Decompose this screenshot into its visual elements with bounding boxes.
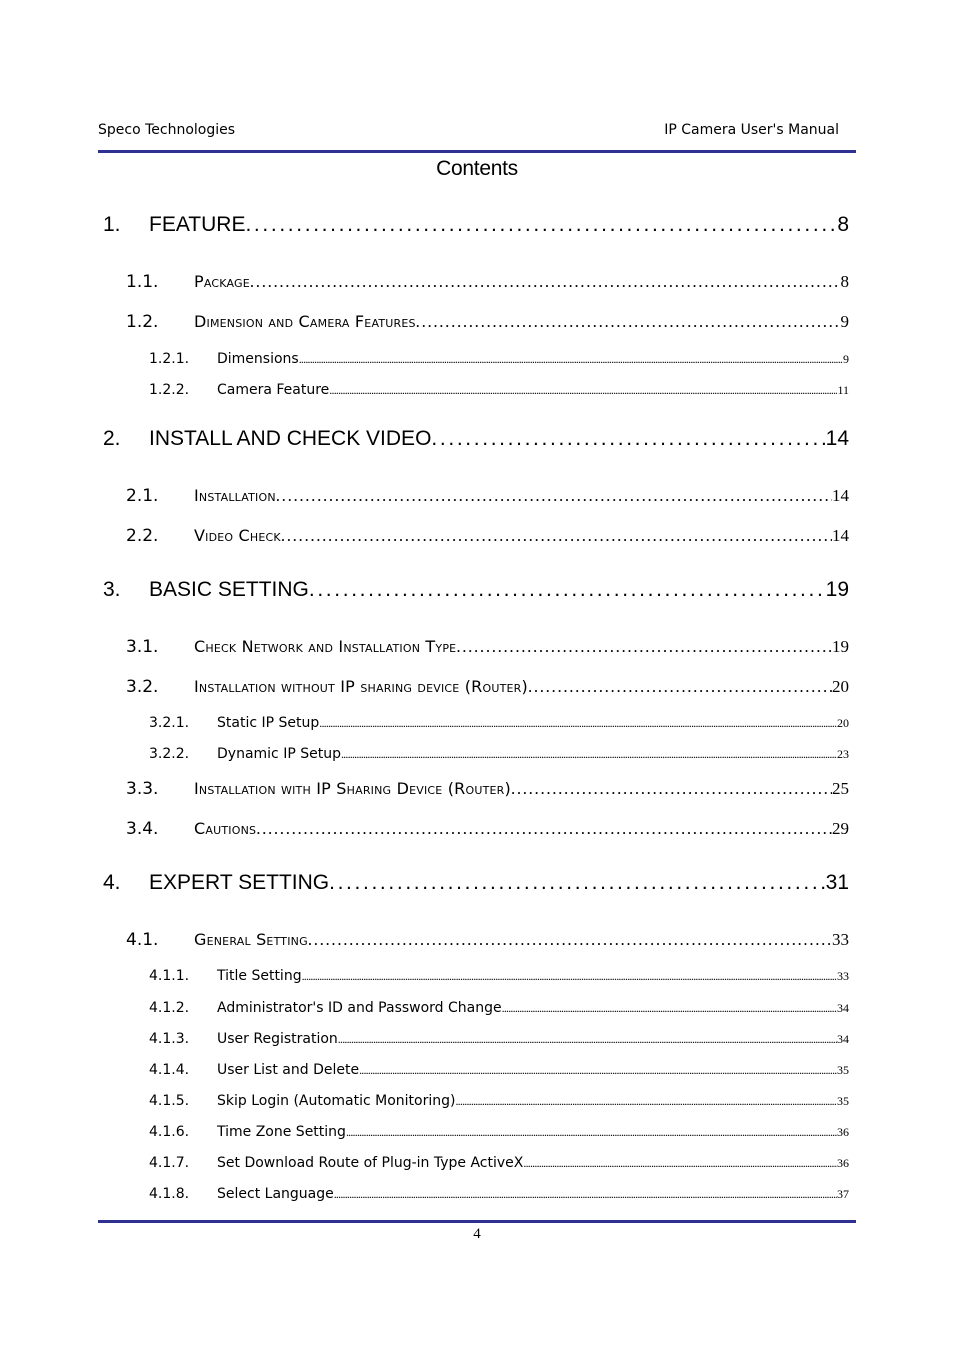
toc-leader-dots xyxy=(302,969,837,984)
toc-entry-title: Video Check xyxy=(194,526,281,545)
toc-entry-number: 2.2. xyxy=(126,526,159,546)
toc-entry-number: 3.2. xyxy=(126,677,159,697)
toc-entry-page: 14 xyxy=(832,526,849,545)
toc-entry-number: 3.2.1. xyxy=(149,715,190,731)
toc-entry-number: 2.1. xyxy=(126,486,159,506)
toc-entry-title: Select Language xyxy=(217,1186,334,1202)
toc-entry-title: Static IP Setup xyxy=(217,715,320,731)
toc-entry-page: 14 xyxy=(832,486,849,505)
toc-entry-level-3[interactable] xyxy=(149,715,849,731)
toc-entry-level-2[interactable] xyxy=(126,272,849,292)
toc-entry-number: 1.2.1. xyxy=(149,351,190,367)
toc-entry-page: 20 xyxy=(832,677,849,696)
toc-leader-dots xyxy=(329,871,826,895)
toc-entry-number: 3. xyxy=(103,578,121,601)
toc-entry-level-3[interactable] xyxy=(149,1124,849,1140)
toc-entry-page: 37 xyxy=(837,1187,849,1201)
toc-entry-level-3[interactable] xyxy=(149,382,849,398)
toc-leader-dots xyxy=(341,747,837,762)
toc-entry-page: 11 xyxy=(837,383,849,397)
toc-entry-page: 34 xyxy=(837,1032,849,1046)
toc-entry-title: Package xyxy=(194,272,250,291)
toc-entry-number: 3.4. xyxy=(126,819,159,839)
toc-entry-page: 33 xyxy=(832,930,849,949)
toc-entry-page: 9 xyxy=(843,352,849,366)
toc-entry-level-3[interactable] xyxy=(149,1031,849,1047)
toc-entry-number: 3.2.2. xyxy=(149,746,190,762)
toc-leader-dots xyxy=(455,1094,837,1109)
toc-entry-number: 4.1.7. xyxy=(149,1155,190,1171)
toc-entry-level-3[interactable] xyxy=(149,1186,849,1202)
toc-leader-dots xyxy=(334,1187,837,1202)
toc-leader-dots xyxy=(502,1001,837,1016)
toc-entry-page: 8 xyxy=(840,272,849,291)
toc-entry-level-2[interactable] xyxy=(126,930,849,950)
toc-entry-level-3[interactable] xyxy=(149,1062,849,1078)
toc-leader-dots xyxy=(523,1156,837,1171)
toc-entry-number: 4.1.3. xyxy=(149,1031,190,1047)
toc-entry-title: Cautions xyxy=(194,819,257,838)
toc-entry-title: Title Setting xyxy=(217,968,302,984)
toc-entry-level-1[interactable] xyxy=(103,427,849,451)
header-company: Speco Technologies xyxy=(98,122,236,138)
toc-entry-level-3[interactable] xyxy=(149,968,849,984)
header-rule xyxy=(98,150,856,153)
toc-entry-page: 20 xyxy=(837,716,849,730)
toc-entry-title: Administrator's ID and Password Change xyxy=(217,1000,502,1016)
toc-leader-dots xyxy=(431,427,825,451)
toc-entry-title: Dimensions xyxy=(217,351,299,367)
toc-leader-dots xyxy=(299,352,843,367)
toc-entry-number: 1.1. xyxy=(126,272,159,292)
toc-entry-level-1[interactable] xyxy=(103,578,849,602)
page-header xyxy=(98,122,856,142)
toc-entry-title: FEATURE xyxy=(149,213,246,236)
toc-entry-page: 29 xyxy=(832,819,849,838)
toc-entry-title: User Registration xyxy=(217,1031,338,1047)
toc-entry-title: EXPERT SETTING xyxy=(149,871,330,894)
toc-entry-title: User List and Delete xyxy=(217,1062,360,1078)
toc-entry-title: Camera Feature xyxy=(217,382,330,398)
toc-entry-page: 8 xyxy=(837,213,849,236)
toc-entry-level-2[interactable] xyxy=(126,677,849,697)
toc-leader-dots xyxy=(245,213,837,237)
toc-entry-level-3[interactable] xyxy=(149,1093,849,1109)
toc-entry-page: 31 xyxy=(825,871,849,894)
toc-entry-level-2[interactable] xyxy=(126,526,849,546)
toc-entry-number: 4.1.6. xyxy=(149,1124,190,1140)
toc-entry-level-1[interactable] xyxy=(103,871,849,895)
toc-entry-number: 4.1.4. xyxy=(149,1062,190,1078)
toc-entry-title: BASIC SETTING xyxy=(149,578,309,601)
toc-entry-number: 1. xyxy=(103,213,121,236)
toc-leader-dots xyxy=(511,779,832,799)
header-manual-title: IP Camera User's Manual xyxy=(664,122,839,138)
footer-rule xyxy=(98,1220,856,1223)
toc-entry-level-3[interactable] xyxy=(149,1155,849,1171)
toc-leader-dots xyxy=(276,486,832,506)
toc-entry-page: 14 xyxy=(825,427,849,450)
toc-entry-page: 36 xyxy=(837,1156,849,1170)
toc-leader-dots xyxy=(319,716,837,731)
toc-entry-level-2[interactable] xyxy=(126,312,849,332)
toc-entry-number: 3.3. xyxy=(126,779,159,799)
toc-entry-level-2[interactable] xyxy=(126,637,849,657)
toc-entry-level-3[interactable] xyxy=(149,746,849,762)
toc-entry-level-2[interactable] xyxy=(126,486,849,506)
toc-entry-page: 9 xyxy=(840,312,849,331)
toc-entry-page: 23 xyxy=(837,747,849,761)
toc-leader-dots xyxy=(528,677,832,697)
toc-entry-level-2[interactable] xyxy=(126,819,849,839)
toc-entry-title: Set Download Route of Plug-in Type ActiveX xyxy=(217,1155,524,1171)
toc-leader-dots xyxy=(309,578,826,602)
toc-entry-page: 35 xyxy=(837,1094,849,1108)
toc-leader-dots xyxy=(338,1032,837,1047)
contents-title: Contents xyxy=(436,157,518,180)
toc-leader-dots xyxy=(346,1125,837,1140)
toc-leader-dots xyxy=(456,637,832,657)
page-number: 4 xyxy=(473,1226,481,1242)
toc-entry-number: 1.2.2. xyxy=(149,382,190,398)
toc-entry-number: 4.1.8. xyxy=(149,1186,190,1202)
toc-entry-title: Dimension and Camera Features xyxy=(194,312,416,331)
toc-entry-number: 3.1. xyxy=(126,637,159,657)
toc-entry-title: Installation xyxy=(194,486,276,505)
toc-leader-dots xyxy=(250,272,841,292)
toc-entry-number: 4.1.2. xyxy=(149,1000,190,1016)
toc-entry-title: INSTALL AND CHECK VIDEO xyxy=(149,427,432,450)
toc-leader-dots xyxy=(308,930,832,950)
toc-entry-number: 2. xyxy=(103,427,121,450)
toc-entry-level-1[interactable] xyxy=(103,213,849,237)
toc-entry-level-2[interactable] xyxy=(126,779,849,799)
toc-entry-title: Installation with IP Sharing Device (Router) xyxy=(194,779,511,798)
toc-entry-title: Skip Login (Automatic Monitoring) xyxy=(217,1093,456,1109)
toc-leader-dots xyxy=(281,526,832,546)
toc-leader-dots xyxy=(256,819,832,839)
toc-entry-level-3[interactable] xyxy=(149,351,849,367)
toc-entry-page: 25 xyxy=(832,779,849,798)
toc-leader-dots xyxy=(329,383,837,398)
toc-entry-page: 19 xyxy=(832,637,849,656)
toc-entry-title: Installation without IP sharing device (Router) xyxy=(194,677,528,696)
toc-entry-level-3[interactable] xyxy=(149,1000,849,1016)
toc-entry-title: Check Network and Installation Type xyxy=(194,637,457,656)
toc-entry-page: 34 xyxy=(837,1001,849,1015)
toc-entry-title: Time Zone Setting xyxy=(217,1124,346,1140)
toc-entry-title: General Setting xyxy=(194,930,308,949)
toc-entry-page: 33 xyxy=(837,969,849,983)
toc-entry-page: 36 xyxy=(837,1125,849,1139)
toc-leader-dots xyxy=(359,1063,837,1078)
toc-leader-dots xyxy=(416,312,841,332)
toc-entry-title: Dynamic IP Setup xyxy=(217,746,341,762)
toc-entry-number: 4.1.5. xyxy=(149,1093,190,1109)
toc-entry-number: 4.1.1. xyxy=(149,968,190,984)
toc-entry-number: 4.1. xyxy=(126,930,159,950)
toc-entry-number: 1.2. xyxy=(126,312,159,332)
toc-entry-page: 35 xyxy=(837,1063,849,1077)
toc-entry-number: 4. xyxy=(103,871,121,894)
toc-entry-page: 19 xyxy=(825,578,849,601)
